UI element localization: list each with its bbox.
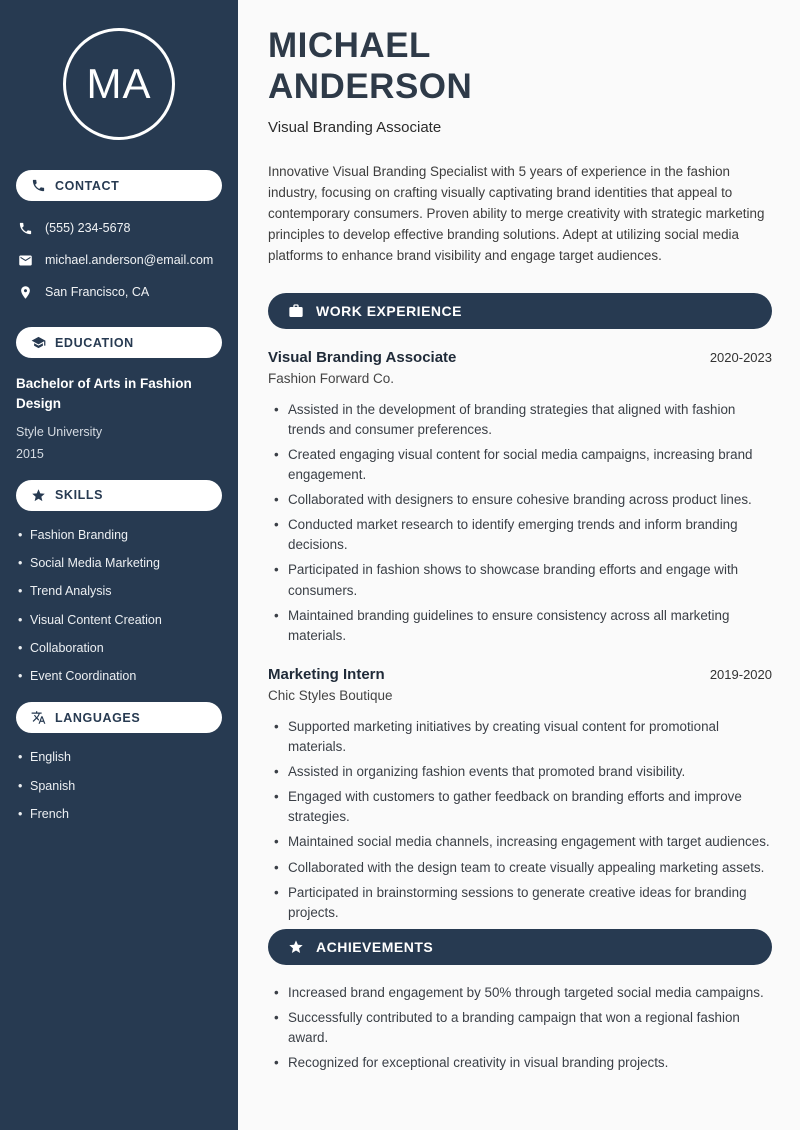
email-icon [18,253,33,268]
job-dates: 2019-2020 [709,666,772,682]
job-company: Chic Styles Boutique [268,687,393,703]
star-icon [31,488,46,503]
job-role: Visual Branding Associate [268,348,457,366]
job-bullet: • Engaged with customers to gather feedback on branding efforts and improve strategies. [274,787,772,827]
job-bullet: • Created engaging visual content for social media campaigns, increasing brand engagement. [274,445,772,485]
avatar-wrap [16,28,222,140]
job-bullet: • Conducted market research to identify emerging trends and inform branding decisions. [274,515,772,555]
work-experience-banner [268,293,772,329]
skill-item: • Collaboration [18,640,222,656]
achievement-item: • Successfully contributed to a branding campaign that won a regional fashion award. [274,1008,772,1048]
job-dates: 2020-2023 [709,349,772,365]
job-bullet: • Participated in brainstorming sessions to generate creative ideas for branding projects. [274,883,772,923]
skill-item: • Fashion Branding [18,527,222,543]
job-company: Fashion Forward Co. [268,370,395,386]
translate-icon [31,710,46,725]
main-content [238,0,800,1130]
skills-section-header [16,480,222,511]
job-bullet: • Assisted in organizing fashion events that promoted brand visibility. [274,762,772,782]
skill-item: • Trend Analysis [18,583,222,599]
skills-section-title: SKILLS [55,488,104,503]
graduation-cap-icon [31,335,46,350]
skills-list [18,527,222,685]
job-bullets [274,717,772,923]
job-bullets [274,400,772,646]
avatar-initials: MA [86,60,152,107]
education-year: 2015 [16,446,44,461]
candidate-name [268,26,772,107]
languages-section-title: LANGUAGES [55,710,141,725]
job-bullet: • Collaborated with the design team to create visually appealing marketing assets. [274,858,772,878]
education-degree: Bachelor of Arts in Fashion Design [16,376,192,411]
star-icon [288,939,304,955]
phone-icon [18,221,33,236]
achievements-list [274,983,772,1073]
skill-item: • Visual Content Creation [18,612,222,628]
candidate-job-title: Visual Branding Associate [268,119,442,137]
phone-icon [31,178,46,193]
job-header [268,349,772,366]
languages-section-header [16,702,222,733]
achievement-item: • Increased brand engagement by 50% through targeted social media campaigns. [274,983,772,1003]
achievements-banner [268,929,772,965]
skill-item: • Social Media Marketing [18,555,222,571]
contact-section-title: CONTACT [55,178,120,193]
contact-location-row [16,281,222,304]
work-experience-title: WORK EXPERIENCE [316,302,462,319]
candidate-first-name: MICHAEL [268,26,431,65]
briefcase-icon [288,303,304,319]
job-bullet: • Participated in fashion shows to showcase branding efforts and engage with consumers. [274,560,772,600]
languages-list [18,749,222,822]
job-header [268,666,772,683]
job-role: Marketing Intern [268,665,385,683]
achievement-item: • Recognized for exceptional creativity in visual branding projects. [274,1053,772,1073]
job-bullet: • Maintained social media channels, increasing engagement with target audiences. [274,832,772,852]
achievements-title: ACHIEVEMENTS [316,938,434,955]
skill-item: • Event Coordination [18,668,222,684]
contact-location: San Francisco, CA [45,285,150,299]
language-item: • Spanish [18,778,222,794]
contact-email-row [16,249,222,272]
summary-paragraph: Innovative Visual Branding Specialist with 5 years of experience in the fashion industry, focusing on crafting visually captivating brand identities that appeal to contemporary consumers. Proven ability to merge creativity with strategic marketing principles to develop effective branding solutions. Adept at utilizing social media platforms to enhance brand visibility and engage target audiences. [268,164,765,263]
job-bullet: • Assisted in the development of branding strategies that aligned with fashion trends and consumer preferences. [274,400,772,440]
education-section-title: EDUCATION [55,335,134,350]
candidate-last-name: ANDERSON [268,66,473,106]
education-section-header [16,327,222,358]
language-item: • English [18,749,222,765]
job-bullet: • Supported marketing initiatives by creating visual content for promotional materials. [274,717,772,757]
contact-phone: (555) 234-5678 [45,221,131,235]
job-bullet: • Maintained branding guidelines to ensure consistency across all marketing materials. [274,606,772,646]
sidebar [0,0,238,1130]
language-item: • French [18,806,222,822]
education-school: Style University [16,425,103,440]
job-bullet: • Collaborated with designers to ensure cohesive branding across product lines. [274,490,772,510]
contact-phone-row [16,217,222,240]
contact-section-header [16,170,222,201]
contact-email: michael.anderson@email.com [45,253,214,267]
location-pin-icon [18,285,33,300]
avatar [63,28,175,140]
